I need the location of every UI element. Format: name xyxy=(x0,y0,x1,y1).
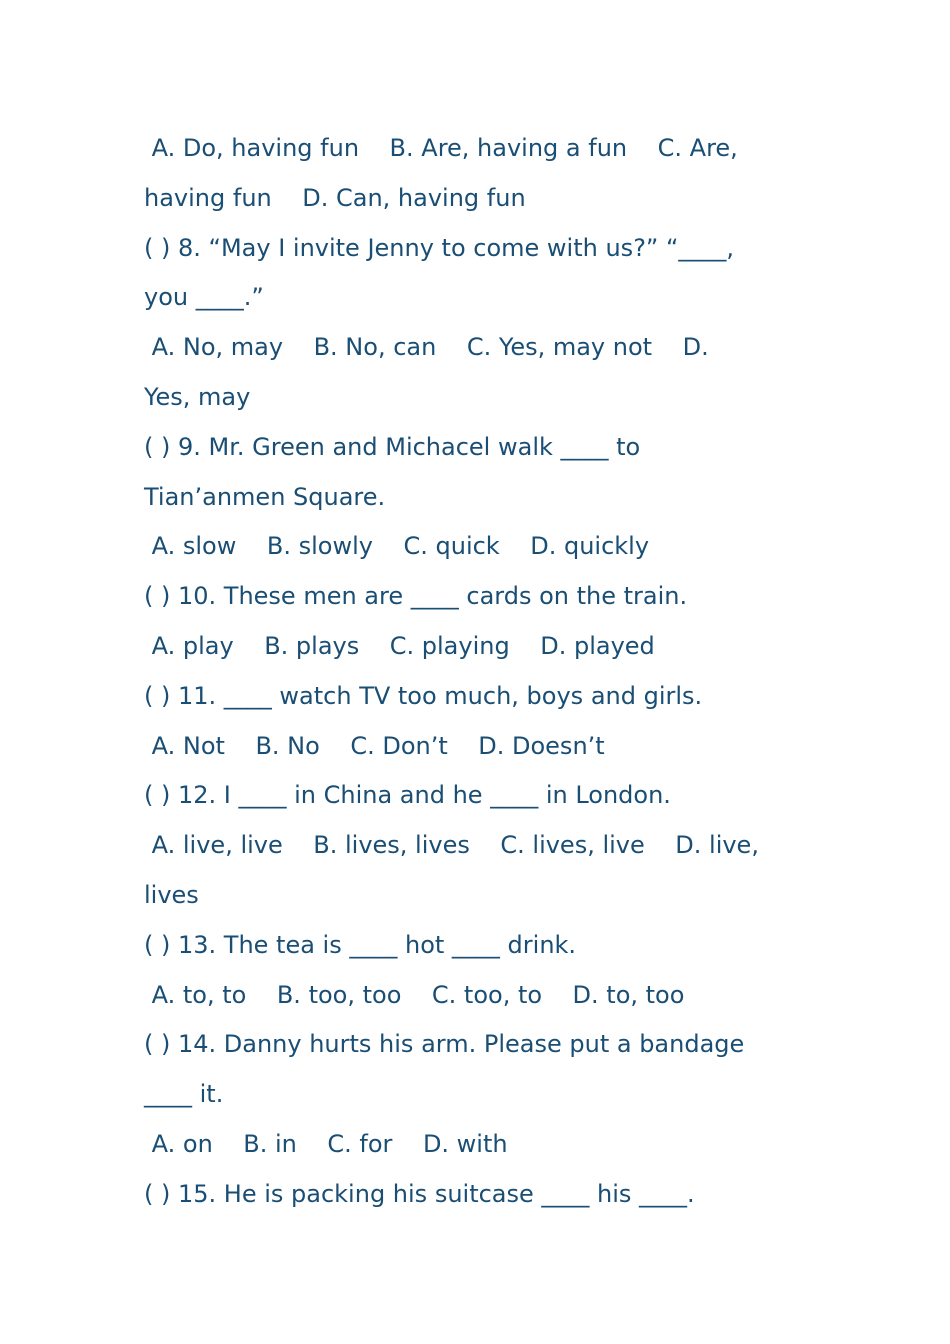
q15-question: ( ) 15. He is packing his suitcase ____ his ____. xyxy=(144,1179,695,1208)
q14-question-line-2: ____ it. xyxy=(144,1080,224,1109)
q9-question-line-1: ( ) 9. Mr. Green and Michacel walk ____ to xyxy=(144,432,641,461)
q11-question: ( ) 11. ____ watch TV too much, boys and girls. xyxy=(144,681,703,710)
q13-question: ( ) 13. The tea is ____ hot ____ drink. xyxy=(144,930,577,959)
q8-question-line-2: you ____.” xyxy=(144,283,264,312)
q12-question: ( ) 12. I ____ in China and he ____ in London. xyxy=(144,781,671,810)
q8-options-line-2: Yes, may xyxy=(144,382,251,411)
worksheet-page xyxy=(144,124,824,1220)
q14-question-line-1: ( ) 14. Danny hurts his arm. Please put a bandage xyxy=(144,1030,745,1059)
q14-options: A. on B. in C. for D. with xyxy=(144,1129,508,1158)
q12-options-line-1: A. live, live B. lives, lives C. lives, live D. live, xyxy=(144,831,759,860)
q9-options: A. slow B. slowly C. quick D. quickly xyxy=(144,532,650,561)
q10-options: A. play B. plays C. playing D. played xyxy=(144,631,655,660)
q8-options-line-1: A. No, may B. No, can C. Yes, may not D. xyxy=(144,333,709,362)
q8-question-line-1: ( ) 8. “May I invite Jenny to come with us?” “____, xyxy=(144,233,735,262)
q7-options-line-1: A. Do, having fun B. Are, having a fun C. Are, xyxy=(144,134,738,162)
q11-options: A. Not B. No C. Don’t D. Doesn’t xyxy=(144,731,605,760)
q12-options-line-2: lives xyxy=(144,880,199,909)
q10-question: ( ) 10. These men are ____ cards on the train. xyxy=(144,582,688,611)
q13-options: A. to, to B. too, too C. too, to D. to, too xyxy=(144,980,685,1009)
q7-options-line-2: having fun D. Can, having fun xyxy=(144,183,526,212)
q9-question-line-2: Tian’anmen Square. xyxy=(144,482,386,511)
